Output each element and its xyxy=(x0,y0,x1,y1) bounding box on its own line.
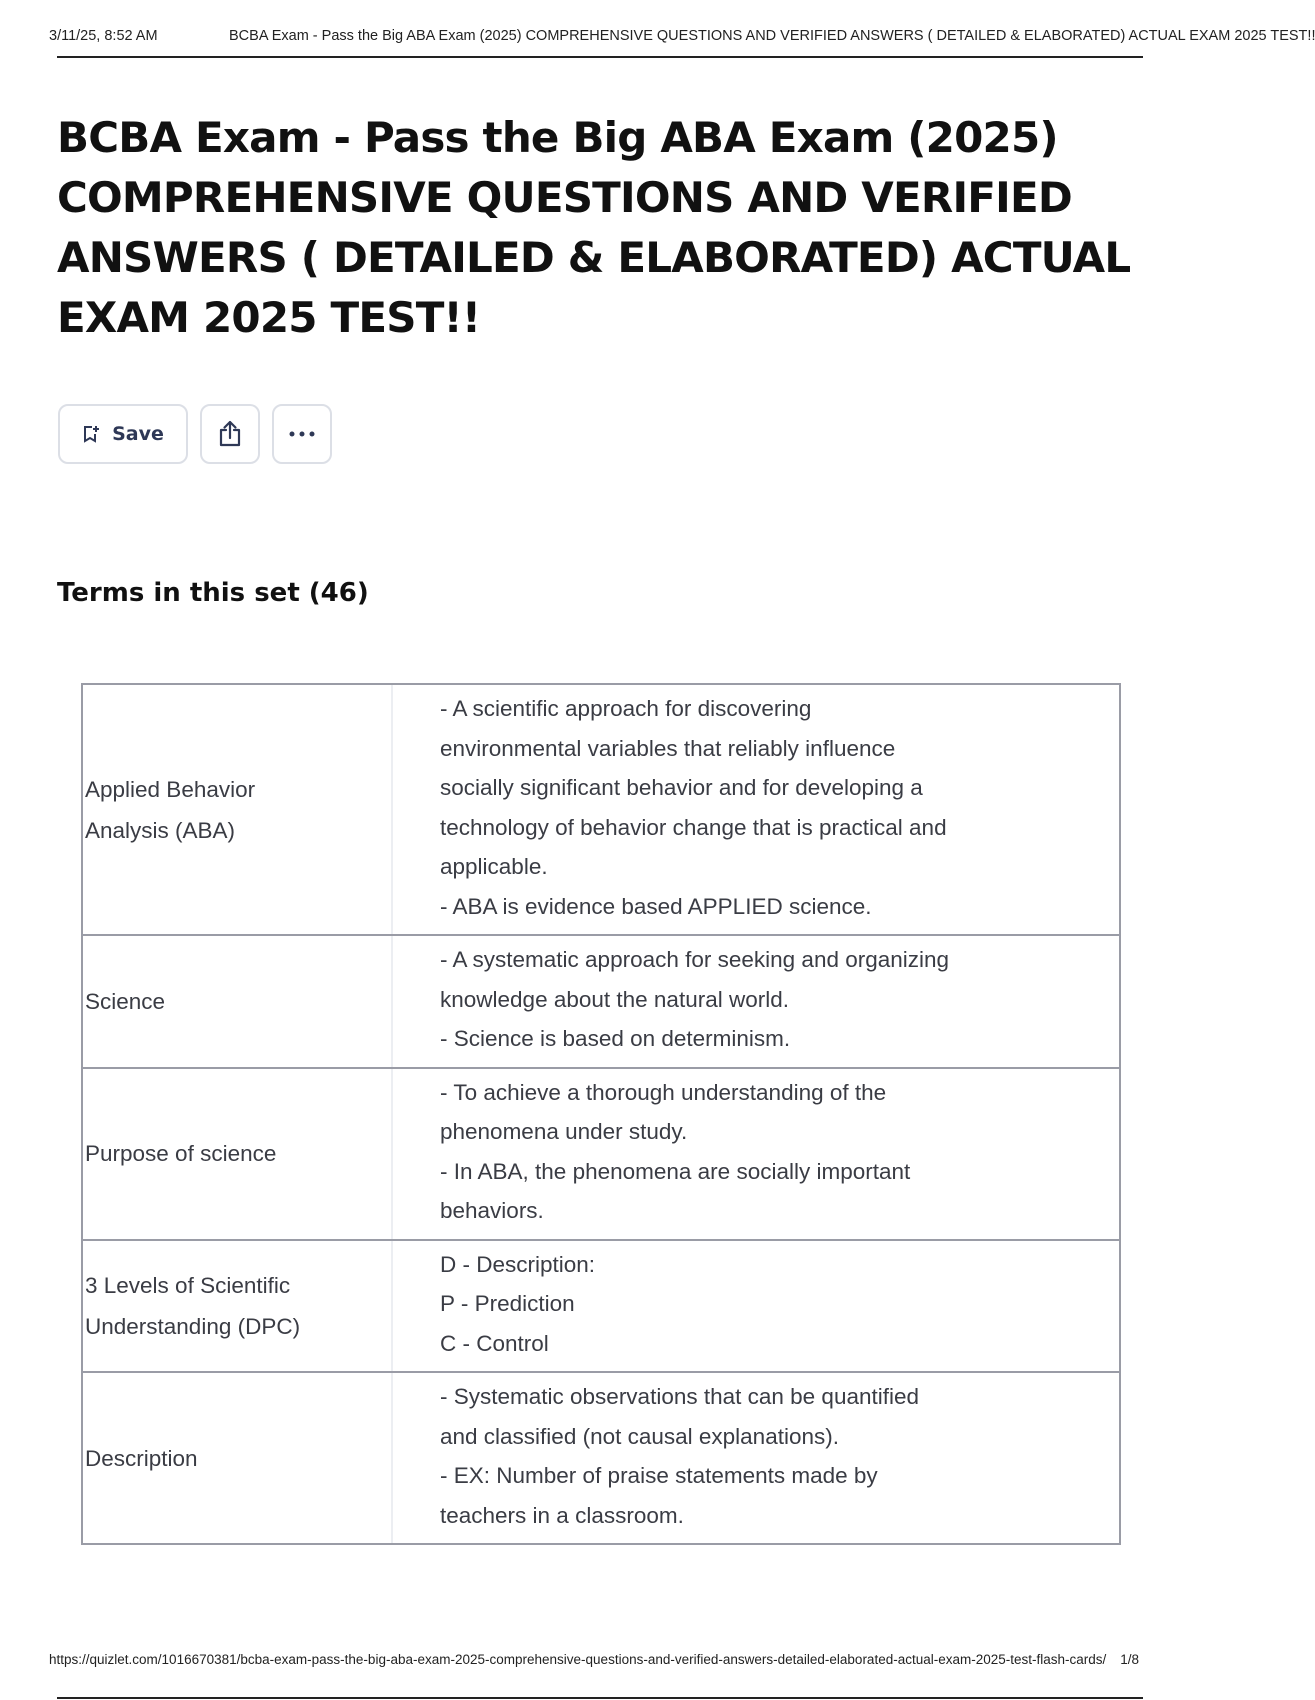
save-button[interactable] xyxy=(58,404,188,464)
page-title-line: BCBA Exam - Pass the Big ABA Exam (2025) xyxy=(57,113,1058,162)
definition-text: phenomena under study. xyxy=(440,1119,688,1144)
definition-cell xyxy=(393,1241,1119,1372)
term-cell xyxy=(83,1241,393,1372)
definition-text: - Systematic observations that can be quantified xyxy=(440,1384,920,1409)
page-title-line: EXAM 2025 TEST!! xyxy=(57,293,481,342)
term-text: 3 Levels of Scientific xyxy=(85,1272,291,1298)
definition-cell xyxy=(393,685,1119,934)
terms-heading: Terms in this set (46) xyxy=(57,578,369,608)
term-cell xyxy=(83,1069,393,1239)
definition-text: C - Control xyxy=(440,1330,549,1356)
definition-text: - Science is based on determinism. xyxy=(440,1026,791,1051)
bookmark-add-icon xyxy=(82,425,100,443)
share-button[interactable] xyxy=(200,404,260,464)
share-icon xyxy=(217,420,243,448)
definition-text: environmental variables that reliably influence xyxy=(440,735,896,761)
set-actions xyxy=(58,404,332,464)
term-text: Purpose of science xyxy=(85,1141,277,1166)
definition-text: - A scientific approach for discovering xyxy=(440,696,812,721)
term-cell xyxy=(83,685,393,934)
print-header xyxy=(49,28,1315,44)
term-cell xyxy=(83,1373,393,1543)
definition-text: - EX: Number of praise statements made by xyxy=(440,1463,878,1488)
term-text: Science xyxy=(85,988,166,1014)
definition-text: P - Prediction xyxy=(440,1291,575,1316)
term-cell xyxy=(83,936,393,1067)
header-divider xyxy=(57,56,1143,58)
page-number: 1/8 xyxy=(1120,1652,1139,1667)
term-row xyxy=(83,1371,1119,1543)
term-text: Applied Behavior xyxy=(85,776,256,802)
term-text: Understanding (DPC) xyxy=(85,1313,301,1339)
definition-text: - ABA is evidence based APPLIED science. xyxy=(440,893,872,919)
page-title-line: ANSWERS ( DETAILED & ELABORATED) ACTUAL xyxy=(57,233,1131,282)
print-doc-title: BCBA Exam - Pass the Big ABA Exam (2025) COMPREHENSIVE QUESTIONS AND VERIFIED ANSWERS ( DETAILED & ELABORATED) ACTUAL EXAM 2025 TEST!! xyxy=(229,28,1315,44)
print-url[interactable]: https://quizlet.com/1016670381/bcba-exam-pass-the-big-aba-exam-2025-comprehensive-questions-and-verified-answers-detailed-elaborated-actual-exam-2025-test-flash-cards/ xyxy=(49,1652,1107,1667)
definition-text: technology of behavior change that is practical and xyxy=(440,814,947,840)
more-icon xyxy=(288,431,316,437)
page-title xyxy=(57,108,1157,348)
definition-text: - To achieve a thorough understanding of the xyxy=(440,1079,887,1105)
term-text: Description xyxy=(85,1445,198,1471)
definition-text: applicable. xyxy=(440,854,548,879)
definition-cell xyxy=(393,1373,1119,1543)
print-footer xyxy=(49,1652,1149,1667)
definition-text: and classified (not causal explanations). xyxy=(440,1423,839,1449)
definition-text: - In ABA, the phenomena are socially important xyxy=(440,1158,911,1184)
definition-text: behaviors. xyxy=(440,1198,544,1223)
term-row xyxy=(83,685,1119,934)
term-row xyxy=(83,1239,1119,1372)
definition-text: D - Description: xyxy=(440,1251,596,1277)
definition-text: teachers in a classroom. xyxy=(440,1502,684,1528)
definition-text: - A systematic approach for seeking and organizing xyxy=(440,947,950,972)
print-date: 3/11/25, 8:52 AM xyxy=(49,28,158,44)
definition-cell xyxy=(393,936,1119,1067)
save-label: Save xyxy=(112,423,164,445)
definition-cell xyxy=(393,1069,1119,1239)
term-text: Analysis (ABA) xyxy=(85,817,236,843)
more-options-button[interactable] xyxy=(272,404,332,464)
definition-text: socially significant behavior and for developing a xyxy=(440,775,923,800)
term-row xyxy=(83,1067,1119,1239)
page-title-line: COMPREHENSIVE QUESTIONS AND VERIFIED xyxy=(57,173,1072,222)
footer-divider xyxy=(57,1697,1143,1699)
term-row xyxy=(83,934,1119,1067)
definition-text: knowledge about the natural world. xyxy=(440,986,789,1012)
terms-table xyxy=(81,683,1121,1545)
